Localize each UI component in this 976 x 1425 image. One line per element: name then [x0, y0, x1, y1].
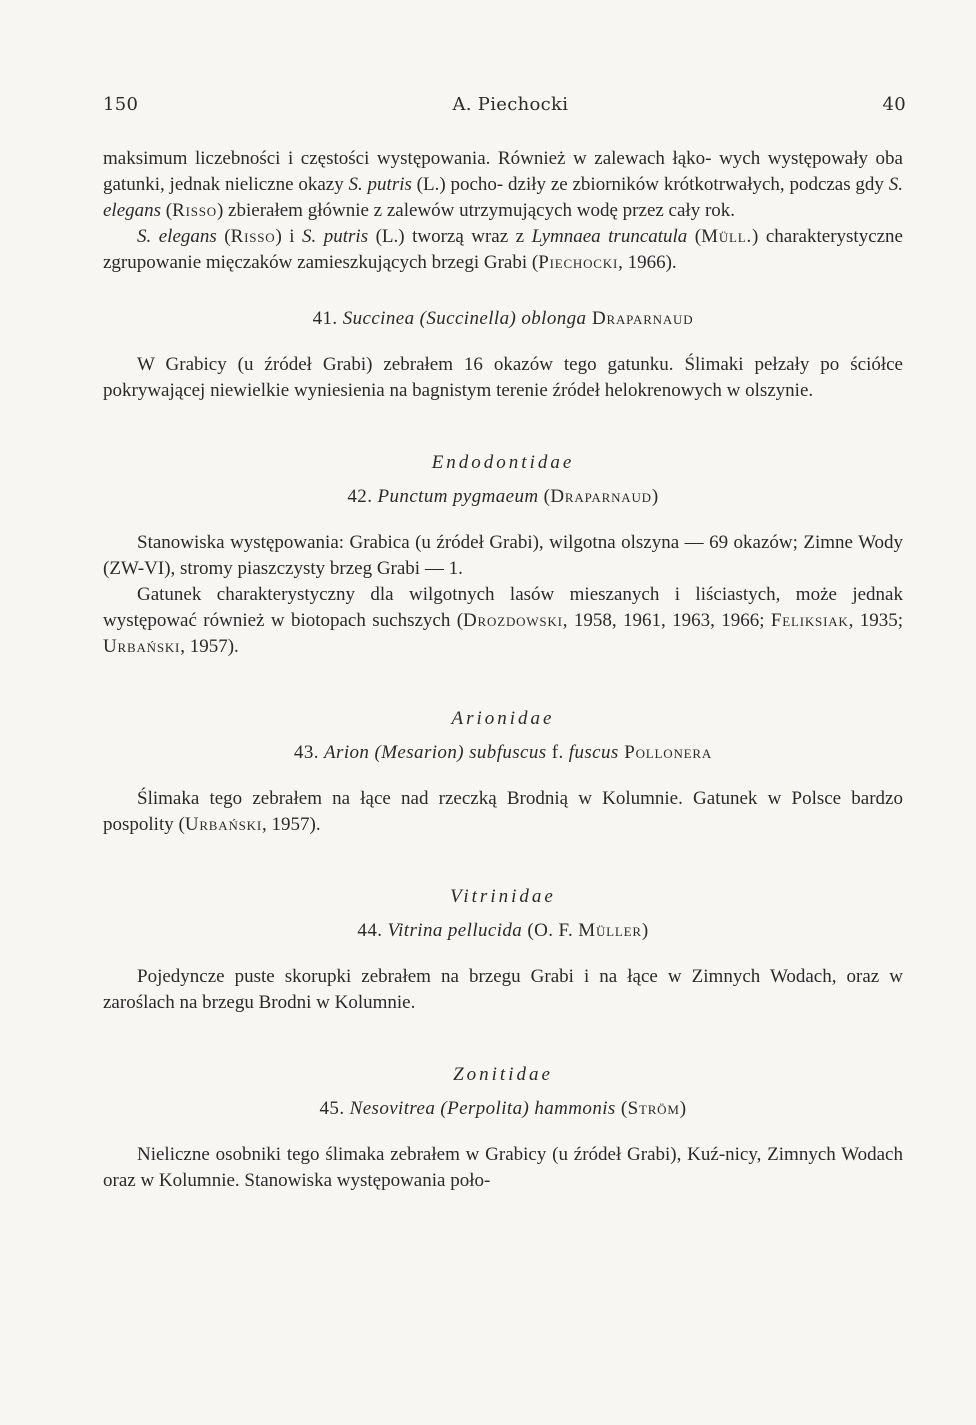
species-heading-45: 45. Nesovitrea (Perpolita) hammonis (Ström): [319, 1098, 687, 1119]
page-number-right: 40: [882, 94, 906, 115]
species-41-text: W Grabicy (u źródeł Grabi) zebrałem 16 okazów tego gatunku. Ślimaki pełzały po ściółce pokrywającej niewielkie wyniesienia na bagnistym terenie źródeł helokrenowych w olszynie.: [103, 354, 903, 401]
species-heading-43: 43. Arion (Mesarion) subfuscus f. fuscus Pollonera: [293, 742, 713, 763]
species-42-notes: Gatunek charakterystyczny dla wilgotnych lasów mieszanych i liściastych, może jednak występować również w biotopach suchszych (Drozdowski, 1958, 1961, 1963, 1966; Feliksiak, 1935; Urbański, 1957).: [103, 584, 903, 657]
running-author: A. Piechocki: [452, 94, 569, 115]
family-heading-arionidae: Arionidae: [451, 708, 555, 729]
species-43-text: Ślimaka tego zebrałem na łące nad rzeczką Brodnią w Kolumnie. Gatunek w Polsce bardzo pospolity (Urbański, 1957).: [103, 788, 903, 835]
family-heading-vitrinidae: Vitrinidae: [450, 886, 556, 907]
species-42-localities: Stanowiska występowania: Grabica (u źródeł Grabi), wilgotna olszyna — 69 okazów; Zimne Wody (ZW-VI), stromy piaszczysty brzeg Grabi — 1.: [103, 532, 903, 579]
page-number-left: 150: [103, 94, 139, 115]
species-heading-42: 42. Punctum pygmaeum (Draparnaud): [347, 486, 659, 507]
family-heading-zonitidae: Zonitidae: [453, 1064, 553, 1085]
species-45-text: Nieliczne osobniki tego ślimaka zebrałem w Grabicy (u źródeł Grabi), Kuź-nicy, Zimnych Wodach oraz w Kolumnie. Stanowiska występowania poło-: [103, 1144, 903, 1191]
body-text: [103, 146, 903, 1194]
page-header: [103, 94, 906, 115]
paragraph-continuation: maksimum liczebności i częstości występowania. Również w zalewach łąko- wych występowały oba gatunki, jednak nieliczne okazy S. putris (L.) pocho- dziły ze zbiorników krótkotrwałych, podczas gdy S. elegans (Risso) zbierałem głównie z zalewów utrzymujących wodę przez cały rok.: [103, 148, 903, 221]
paragraph-grouping: S. elegans (Risso) i S. putris (L.) tworzą wraz z Lymnaea truncatula (Müll.) charakterystyczne zgrupowanie mięczaków zamieszkujących brzegi Grabi (Piechocki, 1966).: [103, 226, 903, 273]
species-heading-44: 44. Vitrina pellucida (O. F. Müller): [357, 920, 649, 941]
species-heading-41: 41. Succinea (Succinella) oblonga Draparnaud: [312, 308, 694, 329]
species-44-text: Pojedyncze puste skorupki zebrałem na brzegu Grabi i na łące w Zimnych Wodach, oraz w zaroślach na brzegu Brodni w Kolumnie.: [103, 966, 903, 1013]
family-heading-endodontidae: Endodontidae: [431, 452, 575, 473]
